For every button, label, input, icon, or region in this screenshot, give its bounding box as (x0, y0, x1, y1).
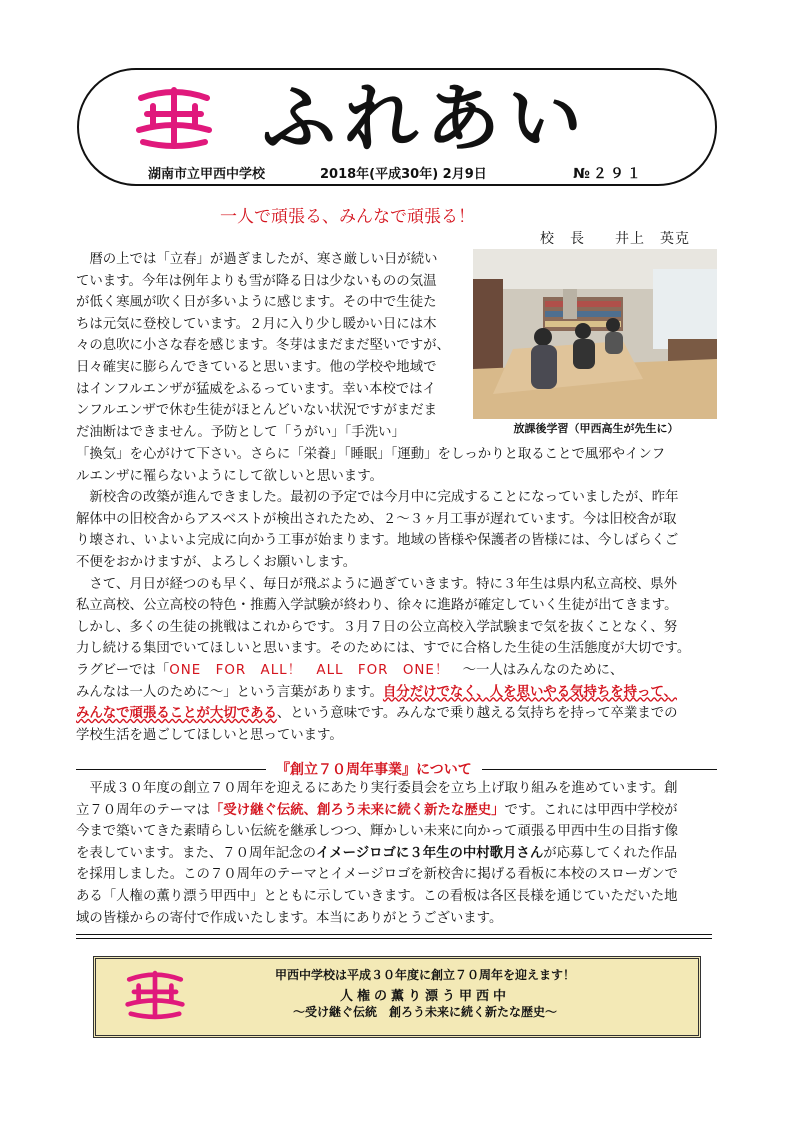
text-line: 今まで築いてきた素晴らしい伝統を継承しつつ、輝かしい未来に向かって頑張る甲西中生の目指す像 (76, 824, 679, 840)
rugby-phrase: ONE FOR ALL！ ALL FOR ONE！ (169, 662, 450, 678)
article-author: 校 長 井上 英克 (540, 231, 690, 247)
text-line: はインフルエンザが猛威をふるっています。幸い本校ではイ (76, 381, 436, 397)
text-line: を採用しました。この７０周年のテーマとイメージロゴを新校舎に掲げる看板に本校のスローガンで (76, 867, 678, 883)
article1-wrapped-text (76, 249, 468, 443)
article-headline: 一人で頑張る、みんなで頑張る！ (220, 207, 475, 227)
text-line: ルエンザに罹らないようにして欲しいと思います。 (76, 468, 383, 484)
text-line: さて、月日が経つのも早く、毎日が飛ぶように過ぎていきます。特に３年生は県内私立高校、県外 (76, 576, 677, 592)
school-logo-icon (123, 968, 187, 1022)
double-rule (76, 938, 712, 939)
text-line: 私立高校、公立高校の特色・推薦入学試験が終わり、徐々に進路が確定していく生徒が出てきます。 (76, 598, 678, 614)
text-line: 暦の上では「立春」が過ぎましたが、寒さ厳しい日が続い (76, 252, 438, 267)
article2-text (76, 778, 717, 929)
text-line: だ油断はできません。予防として「うがい」「手洗い」 (76, 424, 405, 440)
text-line: しかし、多くの生徒の挑戦はこれからです。３月７日の公立高校入学試験まで気を抜くことなく、努 (76, 619, 678, 635)
text-span: が応募してくれた作品 (543, 845, 678, 861)
rugby-line (76, 660, 717, 682)
text-line: 不便をおかけますが、よろしくお願いします。 (76, 554, 357, 570)
school-name: 湖南市立甲西中学校 (148, 167, 266, 182)
text-line: 力し続ける集団でいてほしいと思います。そのためには、すでに合格した生徒の生活態度が大切です。 (76, 641, 691, 657)
text-span: ラグビーでは「 (76, 662, 170, 678)
text-span: ～一人はみんなのために、 (449, 662, 624, 678)
text-span: みんなは一人のために～」という言葉があります。 (76, 684, 383, 700)
text-line: 解体中の旧校舎からアスベストが検出されたため、２～３ヶ月工事が遅れています。今は旧校舎が取 (76, 511, 677, 527)
newsletter-title: ふれあい (262, 76, 590, 162)
banner-line: 甲西中学校は平成３０年度に創立７０周年を迎えます！ (274, 968, 575, 982)
emphasis-line (76, 682, 717, 704)
photo-caption: 放課後学習（甲西高生が先生に） (513, 422, 679, 435)
text-line: 学校生活を過ごしてほしいと思っています。 (76, 727, 343, 743)
text-line: 平成３０年度の創立７０周年を迎えるにあたり実行委員会を立ち上げ取り組みを進めています。創 (76, 781, 678, 796)
banner-slogan: 人権の薫り漂う甲西中 (339, 989, 510, 1004)
double-rule (76, 934, 712, 935)
anniversary-theme: 「受け継ぐ伝統、創ろう未来に続く新たな歴史」 (209, 802, 505, 818)
emphasis-text: みんなで頑張ることが大切である (76, 706, 277, 722)
article1-full-text (76, 444, 717, 746)
text-span: を表しています。また、７０周年記念の (76, 845, 316, 861)
text-line: 新校舎の改築が進んできました。最初の予定では今月中に完成することになっていましたが、昨年 (76, 490, 679, 506)
logo-credit: イメージロゴに３年生の中村歌月さん (315, 845, 544, 861)
text-line: り壊され、いよいよ完成に向かう工事が始まります。地域の皆様や保護者の皆様には、今しばらくご (76, 533, 679, 549)
text-line: 域の皆様からの寄付で作成いたします。本当にありがとうございます。 (76, 910, 503, 926)
issue-number: №２９１ (573, 163, 644, 185)
school-logo-icon (133, 84, 215, 152)
emphasis-line (76, 703, 717, 725)
text-line: ンフルエンザで休む生徒がほとんどいない状況ですがまだま (76, 403, 438, 419)
banner-theme: ～受け継ぐ伝統 創ろう未来に続く新たな歴史～ (292, 1005, 557, 1019)
text-line: が低く寒風が吹く日が多いように感じます。その中で生徒た (76, 295, 437, 311)
emphasis-text: 自分だけでなく、人を思いやる気持ちを持って、 (382, 684, 677, 700)
text-span: 立７０周年のテーマは (76, 802, 210, 818)
section-title: 『創立７０周年事業』について (266, 759, 482, 779)
issue-date: 2018年(平成30年) 2月9日 (320, 167, 487, 182)
classroom-photo (473, 249, 717, 419)
text-line: 日々確実に膨らんできていると思います。他の学校や地域で (76, 359, 437, 375)
text-span: です。これには甲西中学校が (504, 802, 678, 818)
text-line: 々の息吹に小さな春を感じます。冬芽はまだまだ堅いですが、 (76, 338, 450, 354)
text-span: 、という意味です。みんなで乗り越える気持ちを持って卒業までの (276, 706, 678, 722)
theme-line (76, 800, 717, 822)
text-line: ています。今年は例年よりも雪が降る日は少ないものの気温 (76, 273, 437, 289)
text-line: ある「人権の薫り漂う甲西中」とともに示していきます。この看板は各区長様を通じていただいた地 (76, 888, 678, 904)
text-line: 「換気」を心がけて下さい。さらに「栄養」「睡眠」「運動」をしっかりと取ることで風邪やインフ (76, 447, 666, 462)
logo-credit-line (76, 843, 717, 865)
text-line: ちは元気に登校しています。２月に入り少し暖かい日には木 (76, 316, 437, 332)
